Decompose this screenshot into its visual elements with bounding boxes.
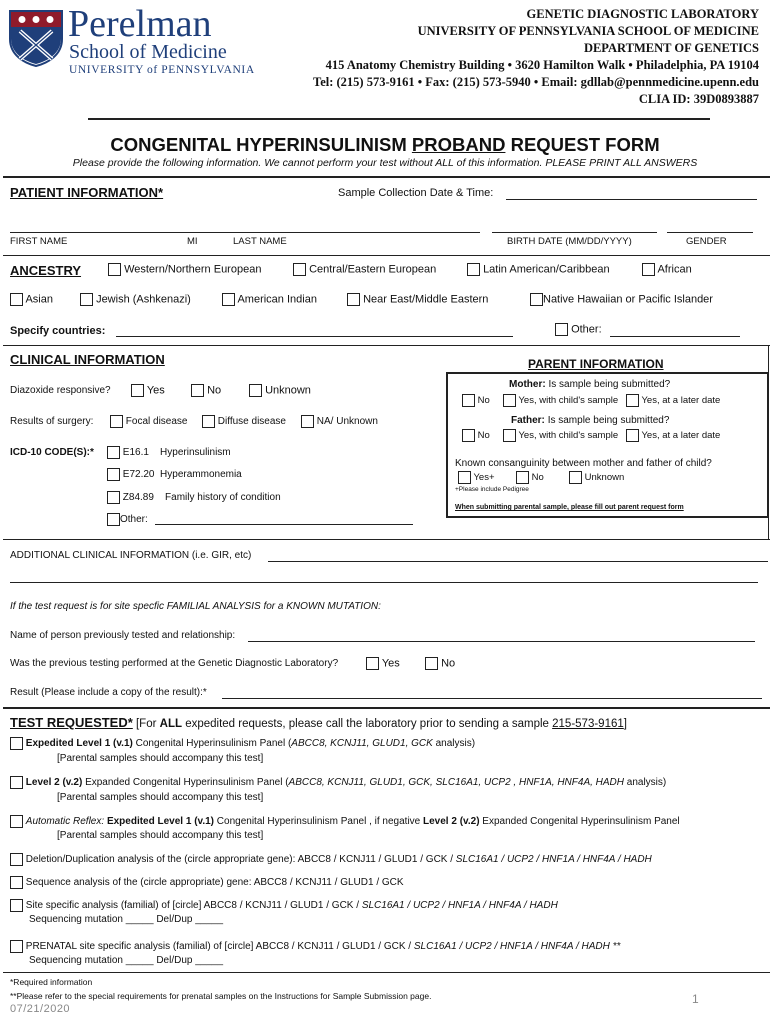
ancestry-top-rule [3,255,770,256]
father-yes-later[interactable]: Yes, at a later date [626,429,720,442]
lab-address: 415 Anatomy Chemistry Building • 3620 Hamilton Walk • Philadelphia, PA 19104 [325,58,759,72]
birth-date-label: BIRTH DATE (MM/DD/YYYY) [507,236,632,247]
checkbox[interactable] [131,384,144,397]
prenatal-note: **Please refer to the special requirements for prenatal samples on the Instructions for Sample Submission page. [10,991,432,1001]
checkbox[interactable] [555,323,568,336]
test-automatic-reflex[interactable]: Automatic Reflex: Expedited Level 1 (v.1) Congenital Hyperinsulinism Panel , if negative Level 2 (v.2) Expanded Congenital Hyperinsulinism Panel [10,815,680,828]
lab-department: DEPARTMENT OF GENETICS [583,41,759,55]
result-field[interactable] [222,698,762,699]
checkbox[interactable] [366,657,379,670]
diazoxide-label: Diazoxide responsive? [10,385,111,396]
consanguinity-question: Known consanguinity between mother and father of child? [455,458,712,469]
tests-heading-row: TEST REQUESTED* [For ALL expedited requests, please call the laboratory prior to sending a sample 215-573-9161] [10,715,627,730]
checkbox[interactable] [107,491,120,504]
checkbox[interactable] [425,657,438,670]
form-title: CONGENITAL HYPERINSULINISM PROBAND REQUEST FORM [110,134,660,155]
checkbox[interactable] [80,293,93,306]
consanguinity-unknown[interactable]: Unknown [569,471,624,484]
checkbox[interactable] [202,415,215,428]
checkbox[interactable] [530,293,543,306]
ancestry-option-central[interactable]: Central/Eastern European [293,263,436,276]
checkbox[interactable] [10,293,23,306]
checkbox[interactable] [462,394,475,407]
required-note: *Required information [10,977,93,987]
specify-countries-label: Specify countries: [10,325,106,337]
lab-contact: Tel: (215) 573-9161 • Fax: (215) 573-5940 • Email: gdllab@pennmedicine.upenn.edu [313,75,759,89]
test-site-specific[interactable]: Site specific analysis (familial) of [circle] ABCC8 / KCNJ11 / GLUD1 / GCK / SLC16A1 / UCP2 / HNF1A / HNF4A / HADH [10,899,558,912]
header-rule [88,118,710,120]
father-yes-child[interactable]: Yes, with child's sample [503,429,618,442]
checkbox[interactable] [569,471,582,484]
checkbox[interactable] [108,263,121,276]
checkbox[interactable] [107,468,120,481]
first-name-field[interactable] [10,232,480,233]
icd-z84-89[interactable]: Z84.89 Family history of condition [107,491,281,504]
checkbox[interactable] [293,263,306,276]
icd-label: ICD-10 CODE(S):* [10,447,94,458]
previous-tested-field[interactable] [248,641,755,642]
page-number: 1 [692,992,699,1006]
surgery-na[interactable]: NA/ Unknown [301,415,378,428]
surgery-focal[interactable]: Focal disease [110,415,187,428]
logo-word-university: UNIVERSITY of PENNSYLVANIA [69,64,255,76]
test-prenatal-site-specific[interactable]: PRENATAL site specific analysis (familial) of [circle] ABCC8 / KCNJ11 / GLUD1 / GCK / SLC16A1 / UCP2 / HNF1A / HNF4A / HADH ** [10,940,620,953]
icd-e72-20[interactable]: E72.20 Hyperammonemia [107,468,242,481]
checkbox[interactable] [10,776,23,789]
parent-form-note: When submitting parental sample, please fill out parent request form [455,504,684,511]
icd-other[interactable]: Other: [107,513,148,526]
icd-e16-1[interactable]: E16.1 Hyperinsulinism [107,446,231,459]
test-site-specific-mutation: Sequencing mutation _____ Del/Dup _____ [29,914,224,925]
diazoxide-unknown[interactable]: Unknown [249,384,311,397]
penn-shield-logo [8,9,64,67]
last-name-label: LAST NAME [233,236,287,247]
ancestry-option-african[interactable]: African [642,263,692,276]
familial-intro: If the test request is for site specfic FAMILIAL ANALYSIS for a KNOWN MUTATION: [10,601,381,612]
clinical-bottom-rule [3,539,770,540]
consanguinity-no[interactable]: No [516,471,544,484]
checkbox[interactable] [10,876,23,889]
checkbox[interactable] [10,940,23,953]
tests-heading: TEST REQUESTED* [10,715,133,730]
parent-heading: PARENT INFORMATION [528,357,664,371]
form-subtitle: Please provide the following information. We cannot perform your test without ALL of this information. PLEASE PRINT ALL ANSWERS [72,157,698,169]
sample-collection-label: Sample Collection Date & Time: [338,187,494,199]
lab-university: UNIVERSITY OF PENNSYLVANIA SCHOOL OF MEDICINE [417,24,759,38]
ancestry-option-western[interactable]: Western/Northern European [108,263,261,276]
pedigree-note: +Please include Pedigree [455,486,529,493]
ancestry-option-hawaiian[interactable]: Native Hawaiian or Pacific Islander [530,293,713,306]
additional-info-field[interactable] [268,561,768,562]
father-no[interactable]: No [462,429,490,442]
checkbox[interactable] [642,263,655,276]
ancestry-option-jewish[interactable]: Jewish (Ashkenazi) [80,293,191,306]
ancestry-option-other[interactable]: Other: [555,323,602,336]
patient-heading: PATIENT INFORMATION* [10,185,164,200]
icd-other-field[interactable] [155,524,413,525]
additional-info-field-2[interactable] [10,582,758,583]
checkbox[interactable] [191,384,204,397]
lab-name: GENETIC DIAGNOSTIC LABORATORY [526,7,759,21]
checkbox[interactable] [107,513,120,526]
specify-countries-field[interactable] [116,336,513,337]
additional-info-label: ADDITIONAL CLINICAL INFORMATION (i.e. GIR, etc) [10,550,252,561]
checkbox[interactable] [10,853,23,866]
clinical-top-rule [3,345,770,346]
birth-date-field[interactable] [492,232,657,233]
diazoxide-yes[interactable]: Yes [131,384,165,397]
checkbox[interactable] [10,899,23,912]
checkbox[interactable] [107,446,120,459]
checkbox[interactable] [10,815,23,828]
checkbox[interactable] [347,293,360,306]
checkbox[interactable] [301,415,314,428]
checkbox[interactable] [10,737,23,750]
gender-field[interactable] [667,232,753,233]
ancestry-option-asian[interactable]: Asian [10,293,53,306]
checkbox[interactable] [458,471,471,484]
checkbox[interactable] [249,384,262,397]
checkbox[interactable] [516,471,529,484]
test-sequence-analysis[interactable]: Sequence analysis of the (circle appropriate) gene: ABCC8 / KCNJ11 / GLUD1 / GCK [10,876,404,889]
surgery-label: Results of surgery: [10,416,94,427]
ancestry-option-american-indian[interactable]: American Indian [222,293,317,306]
form-date: 07/21/2020 [10,1003,71,1015]
ancestry-heading: ANCESTRY [10,263,82,278]
diazoxide-no[interactable]: No [191,384,221,397]
previous-testing-yes[interactable]: Yes [366,657,400,670]
logo-word-school: School of Medicine [69,41,227,63]
checkbox[interactable] [503,394,516,407]
test-expedited-level1[interactable]: Expedited Level 1 (v.1) Congenital Hyperinsulinism Panel (ABCC8, KCNJ11, GLUD1, GCK analysis) [10,737,475,750]
previous-testing-question: Was the previous testing performed at the Genetic Diagnostic Laboratory? [10,658,339,669]
test-level2[interactable]: Level 2 (v.2) Expanded Congenital Hyperinsulinism Panel (ABCC8, KCNJ11, GLUD1, GCK, SLC16A1, UCP2 , HNF1A, HNF4A, HADH analysis) [10,776,666,789]
mi-label: MI [187,236,198,247]
sample-collection-field[interactable] [506,199,757,200]
lab-clia: CLIA ID: 39D0893887 [638,92,759,106]
mother-no[interactable]: No [462,394,490,407]
ancestry-option-near-east[interactable]: Near East/Middle Eastern [347,293,488,306]
mother-yes-later[interactable]: Yes, at a later date [626,394,720,407]
test-prenatal-mutation: Sequencing mutation _____ Del/Dup _____ [29,955,224,966]
checkbox[interactable] [222,293,235,306]
clinical-heading: CLINICAL INFORMATION [10,352,165,367]
test-deletion-duplication[interactable]: Deletion/Duplication analysis of the (circle appropriate gene): ABCC8 / KCNJ11 / GLUD1 / GCK / SLC16A1 / UCP2 / HNF1A / HNF4A / HADH [10,853,652,866]
patient-top-rule [3,176,770,178]
previous-tested-label: Name of person previously tested and relationship: [10,630,236,641]
surgery-diffuse[interactable]: Diffuse disease [202,415,286,428]
first-name-label: FIRST NAME [10,236,68,247]
footer-rule [3,972,770,973]
test-reflex-parental-note: [Parental samples should accompany this test] [57,830,264,841]
ancestry-option-latin[interactable]: Latin American/Caribbean [467,263,610,276]
test-level2-parental-note: [Parental samples should accompany this test] [57,792,264,803]
mother-question: Mother: Is sample being submitted? [509,379,671,390]
mother-yes-child[interactable]: Yes, with child's sample [503,394,618,407]
checkbox[interactable] [626,394,639,407]
result-label: Result (Please include a copy of the result):* [10,687,207,698]
tests-top-rule [3,707,770,709]
checkbox[interactable] [462,429,475,442]
consanguinity-yes[interactable]: Yes+ [458,471,495,484]
father-question: Father: Is sample being submitted? [511,415,670,426]
checkbox[interactable] [626,429,639,442]
checkbox[interactable] [467,263,480,276]
logo-word-perelman: Perelman [68,3,212,45]
checkbox[interactable] [503,429,516,442]
gender-label: GENDER [686,236,727,247]
test-level1-parental-note: [Parental samples should accompany this test] [57,753,264,764]
previous-testing-no[interactable]: No [425,657,455,670]
checkbox[interactable] [110,415,123,428]
ancestry-other-field[interactable] [610,336,740,337]
